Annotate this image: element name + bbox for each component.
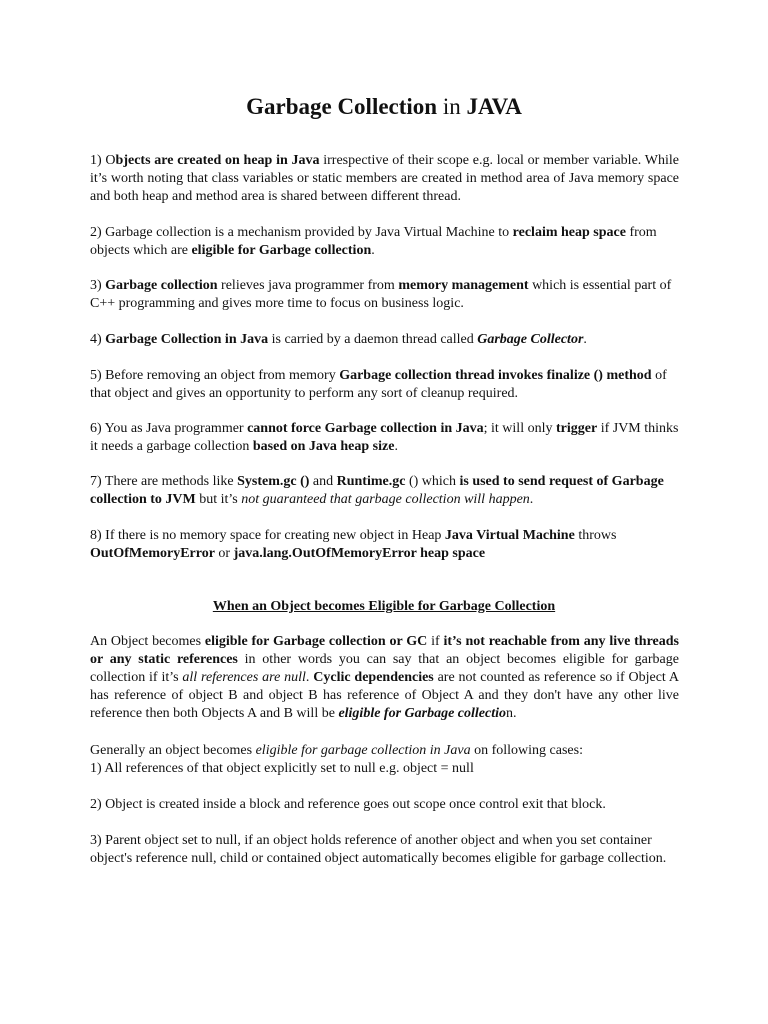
point-1: 1) Objects are created on heap in Java irrespective of their scope e.g. local or member variable. While it’s worth noting that class variables or static members are created in method area of Java memory space and both heap and method area is shared between different thread. xyxy=(90,153,679,204)
section-heading: When an Object becomes Eligible for Garbage Collection xyxy=(212,599,556,614)
case-1: 1) All references of that object explicitly set to null e.g. object = null xyxy=(90,761,474,776)
point-6: 6) You as Java programmer cannot force Garbage collection in Java; it will only trigger if JVM thinks it needs a garbage collection based on Java heap size. xyxy=(90,421,679,454)
point-7: 7) There are methods like System.gc () and Runtime.gc () which is used to send request of Garbage collection to JVM but it’s not guaranteed that garbage collection will happen. xyxy=(90,474,664,507)
page-title: Garbage Collection in JAVA xyxy=(246,94,522,119)
case-2: 2) Object is created inside a block and reference goes out scope once control exit that block. xyxy=(90,797,606,812)
point-8: 8) If there is no memory space for creating new object in Heap Java Virtual Machine throws OutOfMemoryError or java.lang.OutOfMemoryError heap space xyxy=(90,528,617,561)
point-3: 3) Garbage collection relieves java programmer from memory management which is essential part of C++ programming and gives more time to focus on business logic. xyxy=(90,278,672,311)
eligibility-paragraph: An Object becomes eligible for Garbage collection or GC if it’s not reachable from any live threads or any static references in other words you can say that an object becomes eligible for garbage collection if it’s all references are null. Cyclic dependencies are not counted as reference so if Object A has reference of object B and object B has reference of Object A and they don't have any other live reference then both Objects A and B will be eligible for Garbage collection. xyxy=(90,634,680,721)
point-5: 5) Before removing an object from memory Garbage collection thread invokes finalize () method of that object and gives an opportunity to perform any sort of cleanup required. xyxy=(90,368,667,401)
generally-line: Generally an object becomes eligible for garbage collection in Java on following cases: xyxy=(90,743,583,758)
point-4: 4) Garbage Collection in Java is carried by a daemon thread called Garbage Collector. xyxy=(90,332,587,347)
point-2: 2) Garbage collection is a mechanism provided by Java Virtual Machine to reclaim heap space from objects which are eligible for Garbage collection. xyxy=(90,225,657,258)
case-3: 3) Parent object set to null, if an object holds reference of another object and when you set container object's reference null, child or contained object automatically becomes eligible for garbage collection. xyxy=(90,833,667,866)
